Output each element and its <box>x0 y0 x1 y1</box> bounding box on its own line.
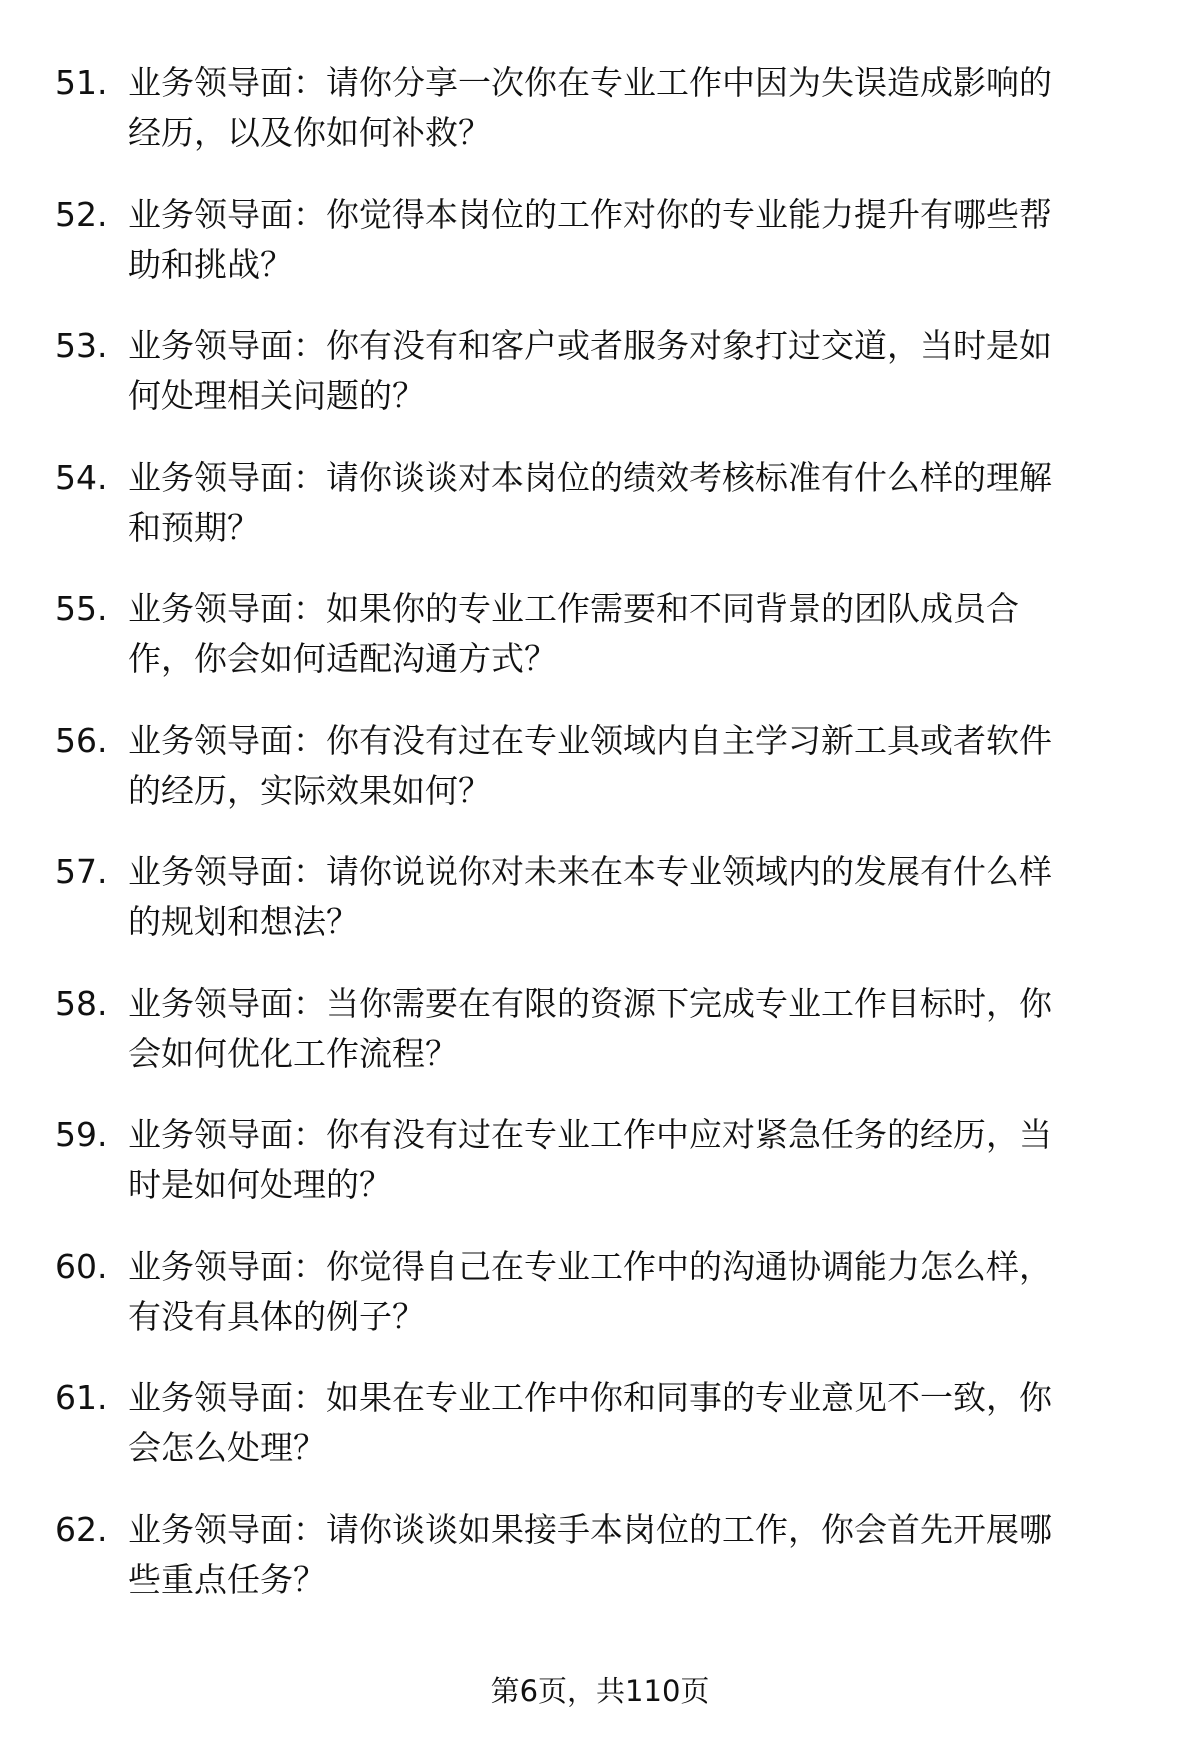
question-line: 业务领导面：请你谈谈如果接手本岗位的工作，你会首先开展哪 <box>128 1509 1052 1549</box>
page-number-label: 第6页，共110页 <box>490 1674 710 1708</box>
question-line: 业务领导面：请你说说你对未来在本专业领域内的发展有什么样 <box>128 852 1052 891</box>
question-line: 助和挑战？ <box>128 244 293 284</box>
question-line: 业务领导面：如果你的专业工作需要和不同背景的团队成员合 <box>128 589 1019 628</box>
question-line: 业务领导面：请你分享一次你在专业工作中因为失误造成影响的 <box>128 63 1052 102</box>
question-text <box>128 1110 1138 1210</box>
question-line: 有没有具体的例子？ <box>128 1296 425 1336</box>
question-text <box>128 847 1138 947</box>
question-line: 和预期？ <box>128 507 260 547</box>
question-item <box>0 321 1200 453</box>
question-number: 57. <box>55 852 108 891</box>
question-number: 56. <box>55 720 108 760</box>
question-number: 51. <box>55 63 108 102</box>
question-line: 时是如何处理的？ <box>128 1165 392 1204</box>
question-item <box>0 1505 1200 1637</box>
question-number: 59. <box>55 1115 108 1154</box>
question-text <box>128 58 1138 158</box>
question-number: 58. <box>55 983 108 1023</box>
question-line: 些重点任务？ <box>128 1559 326 1599</box>
question-number: 61. <box>55 1378 108 1417</box>
question-text <box>128 979 1138 1079</box>
question-line: 业务领导面：你有没有过在专业工作中应对紧急任务的经历，当 <box>128 1115 1052 1154</box>
question-number: 60. <box>55 1246 108 1286</box>
question-text <box>128 453 1138 553</box>
question-text <box>128 190 1138 290</box>
question-list <box>0 58 1200 1636</box>
question-text <box>128 1242 1138 1342</box>
question-item <box>0 1242 1200 1374</box>
question-text <box>128 584 1138 684</box>
question-item <box>0 847 1200 979</box>
question-line: 业务领导面：你有没有和客户或者服务对象打过交道，当时是如 <box>128 326 1052 365</box>
question-text <box>128 321 1138 421</box>
question-line: 会怎么处理？ <box>128 1428 326 1467</box>
question-line: 业务领导面：你觉得自己在专业工作中的沟通协调能力怎么样， <box>128 1246 1052 1286</box>
question-item <box>0 584 1200 716</box>
question-line: 的经历，实际效果如何？ <box>128 770 491 810</box>
question-text <box>128 716 1138 816</box>
question-line: 何处理相关问题的？ <box>128 376 425 415</box>
question-text <box>128 1373 1138 1473</box>
question-item <box>0 453 1200 585</box>
question-line: 业务领导面：你觉得本岗位的工作对你的专业能力提升有哪些帮 <box>128 194 1052 234</box>
question-number: 54. <box>55 457 108 497</box>
question-number: 52. <box>55 194 108 234</box>
question-line: 业务领导面：请你谈谈对本岗位的绩效考核标准有什么样的理解 <box>128 457 1052 497</box>
question-line: 业务领导面：你有没有过在专业领域内自主学习新工具或者软件 <box>128 720 1052 760</box>
question-line: 会如何优化工作流程？ <box>128 1033 458 1073</box>
question-line: 业务领导面：如果在专业工作中你和同事的专业意见不一致，你 <box>128 1378 1052 1417</box>
question-item <box>0 716 1200 848</box>
question-line: 经历，以及你如何补救？ <box>128 113 491 152</box>
question-item <box>0 190 1200 322</box>
question-item <box>0 1110 1200 1242</box>
question-line: 的规划和想法？ <box>128 902 359 941</box>
question-item <box>0 58 1200 190</box>
question-number: 53. <box>55 326 108 365</box>
question-text <box>128 1505 1138 1605</box>
question-item <box>0 979 1200 1111</box>
question-line: 作，你会如何适配沟通方式？ <box>128 639 557 678</box>
question-number: 55. <box>55 589 108 628</box>
question-number: 62. <box>55 1509 108 1549</box>
question-item <box>0 1373 1200 1505</box>
question-line: 业务领导面：当你需要在有限的资源下完成专业工作目标时，你 <box>128 983 1052 1023</box>
